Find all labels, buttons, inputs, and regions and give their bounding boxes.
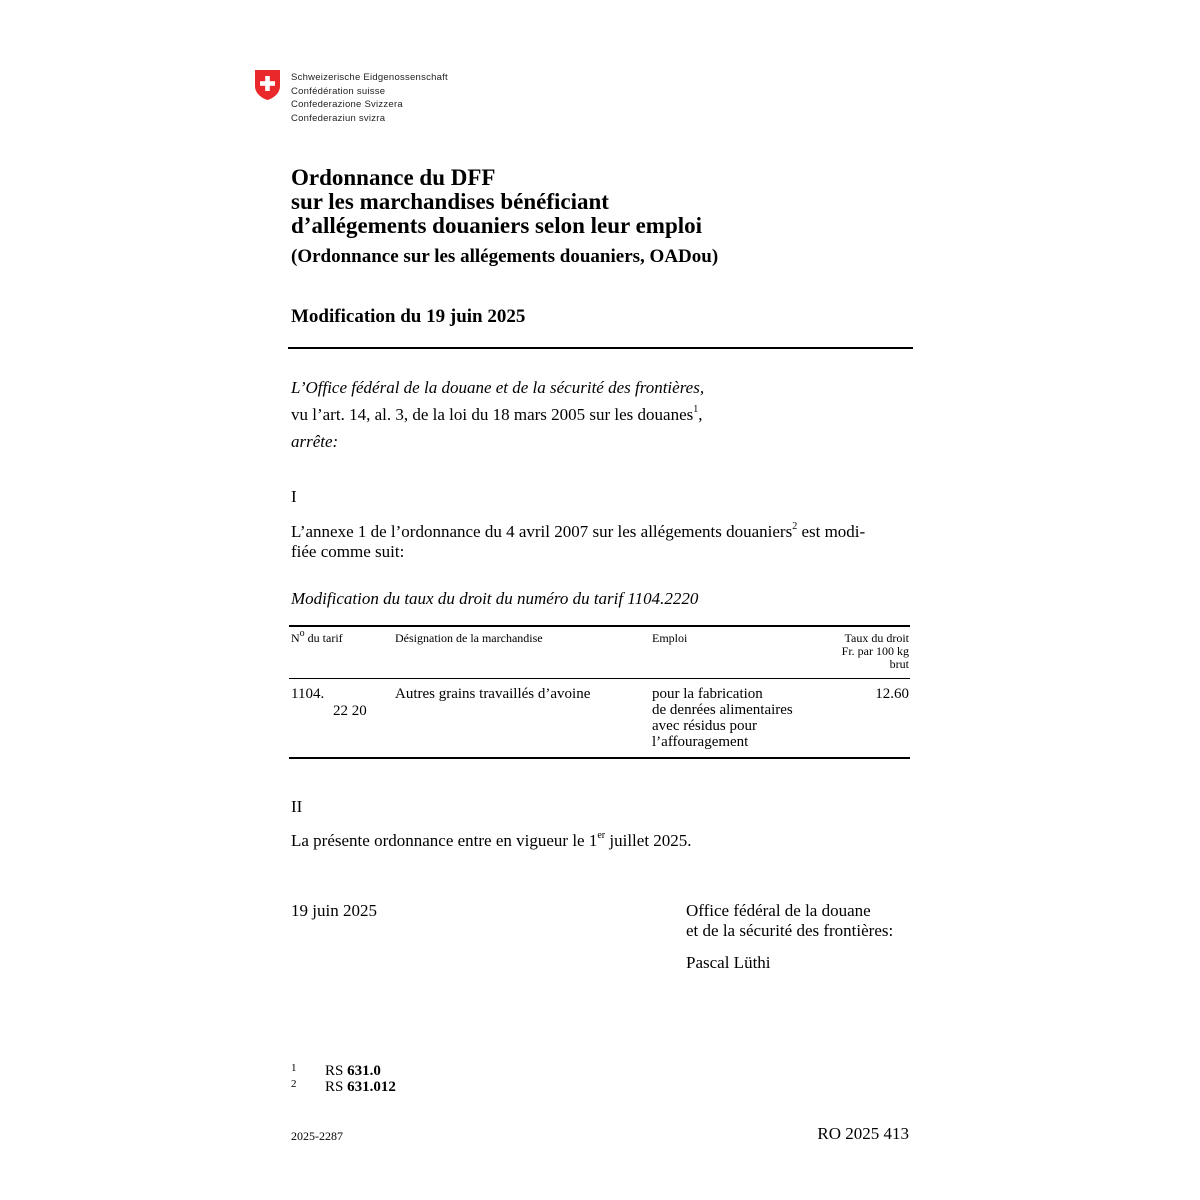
preamble-comma: ,: [698, 405, 703, 424]
footnote-ref-1: 1: [693, 404, 699, 416]
header-line: Fr. par 100 kg: [841, 644, 909, 658]
cell-line: de denrées alimentaires: [652, 702, 793, 718]
preamble-arrete: arrête:: [291, 432, 339, 451]
confederation-name-fr: Confédération suisse: [291, 85, 386, 97]
cell-line: pour la fabrication: [652, 686, 763, 702]
section-1-text-part: L’annexe 1 de l’ordonnance du 4 avril 2007 sur les allégements douaniers: [291, 522, 793, 541]
footnote-text: [325, 1079, 396, 1096]
column-header-tariff-number: [291, 628, 343, 645]
footnote-ref: 631.0: [347, 1063, 381, 1079]
signature-office-line: et de la sécurité des frontières:: [686, 921, 894, 940]
section-2-text: [291, 831, 692, 851]
footnote-number: 2: [291, 1078, 297, 1090]
cell-line: l’affouragement: [652, 734, 749, 750]
document-subtitle: (Ordonnance sur les allégements douaniers, OADou): [291, 246, 719, 267]
signatory-name: Pascal Lüthi: [686, 953, 771, 972]
column-header-designation: Désignation de la marchandise: [395, 631, 543, 645]
section-number-1: I: [291, 487, 297, 506]
footnote-prefix: RS: [325, 1063, 348, 1079]
table-header-rule: [289, 678, 910, 679]
title-line: d’allégements douaniers selon leur emploi: [291, 213, 703, 238]
title-line: sur les marchandises bénéficiant: [291, 189, 609, 214]
section-number-2: II: [291, 797, 303, 816]
table-top-rule: [289, 625, 910, 627]
header-sup: o: [299, 628, 305, 639]
document-title: [291, 166, 702, 238]
confederation-names: [291, 71, 448, 125]
section-1-text-part: est modi-: [797, 522, 866, 541]
signature-date: 19 juin 2025: [291, 901, 377, 920]
preamble-office: L’Office fédéral de la douane et de la sécurité des frontières,: [291, 378, 705, 397]
signature-office: [686, 901, 893, 941]
confederation-name-de: Schweizerische Eidgenossenschaft: [291, 72, 448, 83]
header-line: brut: [889, 657, 909, 671]
title-line: Ordonnance du DFF: [291, 165, 496, 190]
footnote-ref-2: 2: [792, 521, 798, 533]
section-1-line-1: [291, 522, 865, 542]
section-1-text: [291, 522, 865, 562]
section-1-line-2: fiée comme suit:: [291, 542, 405, 561]
cell-tariff-number-line-2: 22 20: [333, 703, 367, 719]
cell-tariff-number-line-1: 1104.: [291, 686, 325, 702]
section-2-text-part: La présente ordonnance entre en vigueur le 1: [291, 831, 598, 850]
preamble-legal-basis-text: vu l’art. 14, al. 3, de la loi du 18 mars 2005 sur les douanes: [291, 405, 694, 424]
cell-taux: 12.60: [875, 686, 909, 702]
swiss-coat-of-arms-icon: [254, 69, 281, 101]
footnote-number: 1: [291, 1062, 297, 1074]
header-text: du tarif: [304, 631, 343, 645]
confederation-name-rm: Confederaziun svizra: [291, 112, 386, 124]
footnote-prefix: RS: [325, 1079, 348, 1095]
table-bottom-rule: [289, 757, 910, 759]
confederation-name-it: Confederazione Svizzera: [291, 99, 403, 111]
section-2-sup: er: [597, 830, 606, 842]
column-header-taux: [842, 632, 909, 671]
modification-date-heading: Modification du 19 juin 2025: [291, 306, 526, 327]
table-heading: Modification du taux du droit du numéro du tarif 1104.2220: [291, 589, 699, 608]
column-header-emploi: Emploi: [652, 631, 688, 645]
cell-line: avec résidus pour: [652, 718, 757, 734]
signature-office-line: Office fédéral de la douane: [686, 901, 871, 920]
cell-emploi: [652, 686, 793, 750]
footnote-ref: 631.012: [347, 1079, 396, 1095]
cell-designation: Autres grains travaillés d’avoine: [395, 686, 591, 702]
title-divider: [288, 347, 913, 349]
footnote-text: [325, 1063, 381, 1080]
header-line: Taux du droit: [844, 631, 909, 645]
official-compilation-reference: RO 2025 413: [817, 1124, 909, 1143]
document-number: 2025-2287: [291, 1129, 343, 1143]
preamble-legal-basis: [291, 405, 703, 425]
section-2-text-part: juillet 2025.: [605, 831, 692, 850]
header-text: N: [291, 631, 300, 645]
